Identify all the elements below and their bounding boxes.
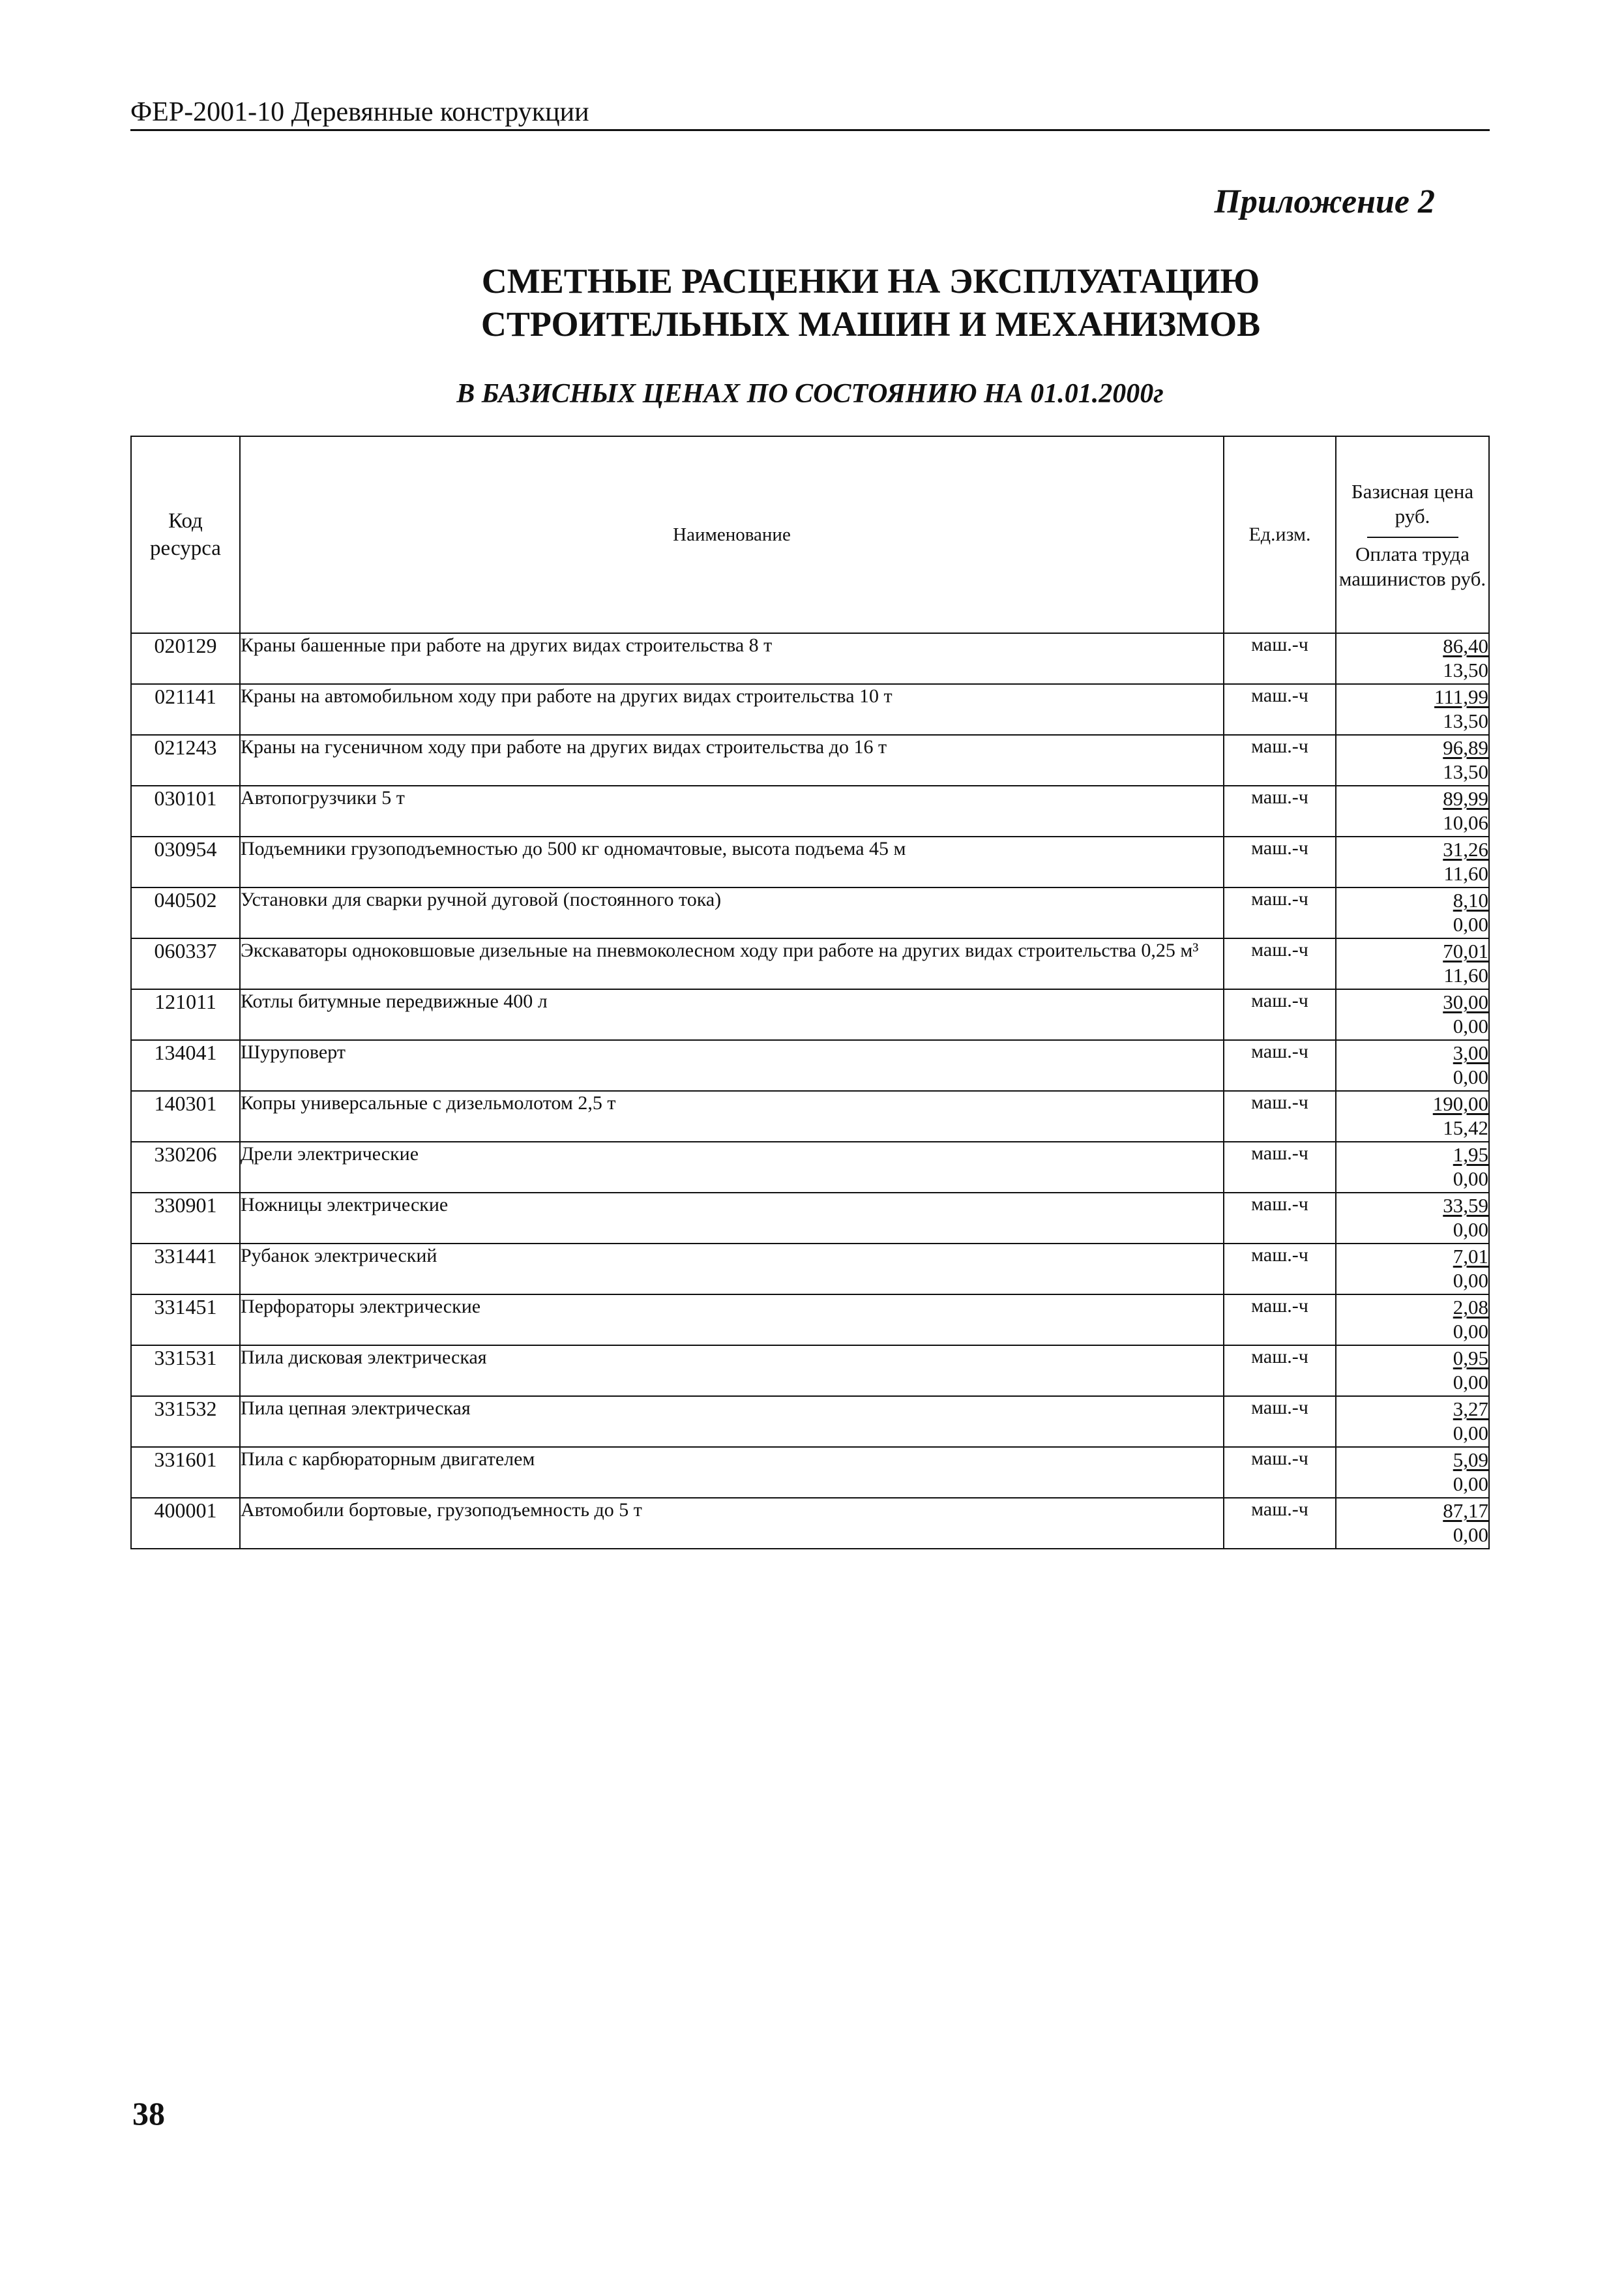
cell-base-price: 8,10 xyxy=(1453,889,1488,912)
cell-labor-pay: 13,50 xyxy=(1443,760,1488,783)
cell-code: 021243 xyxy=(131,735,240,786)
cell-name: Копры универсальные с дизельмолотом 2,5 т xyxy=(240,1091,1224,1142)
table-row xyxy=(131,1447,1489,1498)
cell-labor-pay: 0,00 xyxy=(1453,1371,1488,1394)
cell-labor-pay: 0,00 xyxy=(1453,1422,1488,1444)
cell-unit: маш.-ч xyxy=(1224,1142,1336,1193)
table-row xyxy=(131,1142,1489,1193)
cell-price xyxy=(1336,633,1489,684)
page-number: 38 xyxy=(132,2095,165,2132)
cell-code: 030954 xyxy=(131,837,240,887)
cell-code: 140301 xyxy=(131,1091,240,1142)
table-row xyxy=(131,1294,1489,1345)
cell-base-price: 87,17 xyxy=(1443,1499,1488,1522)
cell-unit: маш.-ч xyxy=(1224,837,1336,887)
cell-name: Шуруповерт xyxy=(240,1040,1224,1091)
header-divider xyxy=(1367,537,1458,538)
cell-code: 021141 xyxy=(131,684,240,735)
cell-code: 331601 xyxy=(131,1447,240,1498)
cell-code: 331441 xyxy=(131,1244,240,1294)
cell-base-price: 86,40 xyxy=(1443,634,1488,657)
table-row xyxy=(131,786,1489,837)
cell-price xyxy=(1336,1294,1489,1345)
cell-price xyxy=(1336,938,1489,989)
table-row xyxy=(131,633,1489,684)
cell-name: Рубанок электрический xyxy=(240,1244,1224,1294)
cell-price xyxy=(1336,1244,1489,1294)
running-header xyxy=(130,91,1490,131)
cell-name: Пила цепная электрическая xyxy=(240,1396,1224,1447)
cell-price xyxy=(1336,1193,1489,1244)
cell-price xyxy=(1336,1142,1489,1193)
cell-unit: маш.-ч xyxy=(1224,1091,1336,1142)
cell-labor-pay: 0,00 xyxy=(1453,1523,1488,1546)
header-code: Код ресурса xyxy=(131,436,240,633)
cell-labor-pay: 11,60 xyxy=(1443,964,1488,987)
cell-labor-pay: 0,00 xyxy=(1453,913,1488,936)
table-row xyxy=(131,1498,1489,1549)
table-row xyxy=(131,1091,1489,1142)
cell-price xyxy=(1336,1345,1489,1396)
cell-base-price: 5,09 xyxy=(1453,1448,1488,1471)
header-labor-pay: Оплата труда машинистов руб. xyxy=(1338,543,1486,590)
cell-unit: маш.-ч xyxy=(1224,1447,1336,1498)
document-title xyxy=(0,260,1624,346)
cell-base-price: 89,99 xyxy=(1443,787,1488,810)
cell-labor-pay: 0,00 xyxy=(1453,1218,1488,1241)
title-line-1: СМЕТНЫЕ РАСЦЕНКИ НА ЭКСПЛУАТАЦИЮ xyxy=(481,261,1260,301)
cell-code: 020129 xyxy=(131,633,240,684)
cell-name: Автопогрузчики 5 т xyxy=(240,786,1224,837)
cell-code: 331451 xyxy=(131,1294,240,1345)
cell-code: 400001 xyxy=(131,1498,240,1549)
cell-price xyxy=(1336,1040,1489,1091)
cell-name: Ножницы электрические xyxy=(240,1193,1224,1244)
cell-price xyxy=(1336,1091,1489,1142)
cell-labor-pay: 13,50 xyxy=(1443,659,1488,681)
table-row xyxy=(131,1040,1489,1091)
table-row xyxy=(131,1244,1489,1294)
rates-table xyxy=(130,436,1490,1549)
cell-base-price: 96,89 xyxy=(1443,736,1488,759)
cell-unit: маш.-ч xyxy=(1224,938,1336,989)
cell-base-price: 33,59 xyxy=(1443,1194,1488,1217)
cell-name: Дрели электрические xyxy=(240,1142,1224,1193)
table-row xyxy=(131,1345,1489,1396)
cell-labor-pay: 0,00 xyxy=(1453,1320,1488,1343)
cell-unit: маш.-ч xyxy=(1224,1345,1336,1396)
cell-code: 030101 xyxy=(131,786,240,837)
table-row xyxy=(131,989,1489,1040)
cell-labor-pay: 0,00 xyxy=(1453,1015,1488,1037)
cell-price xyxy=(1336,786,1489,837)
cell-labor-pay: 0,00 xyxy=(1453,1167,1488,1190)
cell-labor-pay: 13,50 xyxy=(1443,709,1488,732)
cell-unit: маш.-ч xyxy=(1224,786,1336,837)
header-base-price: Базисная цена руб. xyxy=(1351,480,1474,528)
cell-base-price: 70,01 xyxy=(1443,940,1488,962)
cell-unit: маш.-ч xyxy=(1224,633,1336,684)
cell-labor-pay: 0,00 xyxy=(1453,1066,1488,1088)
cell-name: Подъемники грузоподъемностью до 500 кг одномачтовые, высота подъема 45 м xyxy=(240,837,1224,887)
cell-base-price: 30,00 xyxy=(1443,991,1488,1013)
cell-code: 134041 xyxy=(131,1040,240,1091)
cell-labor-pay: 0,00 xyxy=(1453,1269,1488,1292)
cell-unit: маш.-ч xyxy=(1224,1244,1336,1294)
cell-unit: маш.-ч xyxy=(1224,1040,1336,1091)
document-subtitle: В БАЗИСНЫХ ЦЕНАХ ПО СОСТОЯНИЮ НА 01.01.2000г xyxy=(456,379,1164,409)
cell-base-price: 190,00 xyxy=(1432,1092,1488,1115)
cell-price xyxy=(1336,1498,1489,1549)
cell-price xyxy=(1336,837,1489,887)
table-row xyxy=(131,887,1489,938)
table-row xyxy=(131,1396,1489,1447)
cell-labor-pay: 15,42 xyxy=(1443,1116,1488,1139)
cell-base-price: 3,00 xyxy=(1453,1041,1488,1064)
cell-code: 060337 xyxy=(131,938,240,989)
cell-price xyxy=(1336,684,1489,735)
cell-price xyxy=(1336,887,1489,938)
cell-base-price: 111,99 xyxy=(1434,685,1488,708)
cell-base-price: 7,01 xyxy=(1453,1245,1488,1268)
cell-unit: маш.-ч xyxy=(1224,887,1336,938)
cell-name: Пила с карбюраторным двигателем xyxy=(240,1447,1224,1498)
cell-name: Экскаваторы одноковшовые дизельные на пневмоколесном ходу при работе на других видах строительства 0,25 м³ xyxy=(240,938,1224,989)
cell-base-price: 3,27 xyxy=(1453,1397,1488,1420)
cell-unit: маш.-ч xyxy=(1224,1396,1336,1447)
table-row xyxy=(131,938,1489,989)
header-price xyxy=(1336,436,1489,633)
cell-price xyxy=(1336,1396,1489,1447)
cell-code: 330206 xyxy=(131,1142,240,1193)
cell-name: Установки для сварки ручной дуговой (постоянного тока) xyxy=(240,887,1224,938)
cell-code: 040502 xyxy=(131,887,240,938)
table-row xyxy=(131,837,1489,887)
cell-unit: маш.-ч xyxy=(1224,1294,1336,1345)
cell-price xyxy=(1336,735,1489,786)
header-name: Наименование xyxy=(240,436,1224,633)
table-row xyxy=(131,684,1489,735)
table-row xyxy=(131,735,1489,786)
table-row xyxy=(131,1193,1489,1244)
cell-name: Автомобили бортовые, грузоподъемность до 5 т xyxy=(240,1498,1224,1549)
appendix-label: Приложение 2 xyxy=(1214,183,1435,220)
cell-unit: маш.-ч xyxy=(1224,989,1336,1040)
cell-labor-pay: 11,60 xyxy=(1443,862,1488,885)
table-header-row xyxy=(131,436,1489,633)
cell-code: 331532 xyxy=(131,1396,240,1447)
cell-base-price: 2,08 xyxy=(1453,1296,1488,1319)
cell-name: Краны башенные при работе на других видах строительства 8 т xyxy=(240,633,1224,684)
cell-code: 331531 xyxy=(131,1345,240,1396)
cell-unit: маш.-ч xyxy=(1224,1498,1336,1549)
cell-price xyxy=(1336,989,1489,1040)
cell-name: Краны на гусеничном ходу при работе на других видах строительства до 16 т xyxy=(240,735,1224,786)
cell-name: Пила дисковая электрическая xyxy=(240,1345,1224,1396)
cell-labor-pay: 10,06 xyxy=(1443,811,1488,834)
title-line-2: СТРОИТЕЛЬНЫХ МАШИН И МЕХАНИЗМОВ xyxy=(480,305,1261,344)
header-unit: Ед.изм. xyxy=(1224,436,1336,633)
cell-labor-pay: 0,00 xyxy=(1453,1472,1488,1495)
cell-base-price: 0,95 xyxy=(1453,1347,1488,1369)
cell-name: Котлы битумные передвижные 400 л xyxy=(240,989,1224,1040)
cell-base-price: 31,26 xyxy=(1443,838,1488,861)
cell-name: Краны на автомобильном ходу при работе на других видах строительства 10 т xyxy=(240,684,1224,735)
cell-unit: маш.-ч xyxy=(1224,1193,1336,1244)
cell-unit: маш.-ч xyxy=(1224,735,1336,786)
cell-name: Перфораторы электрические xyxy=(240,1294,1224,1345)
running-header-text: ФЕР-2001-10 Деревянные конструкции xyxy=(130,97,589,127)
cell-code: 121011 xyxy=(131,989,240,1040)
cell-price xyxy=(1336,1447,1489,1498)
cell-base-price: 1,95 xyxy=(1453,1143,1488,1166)
cell-unit: маш.-ч xyxy=(1224,684,1336,735)
cell-code: 330901 xyxy=(131,1193,240,1244)
